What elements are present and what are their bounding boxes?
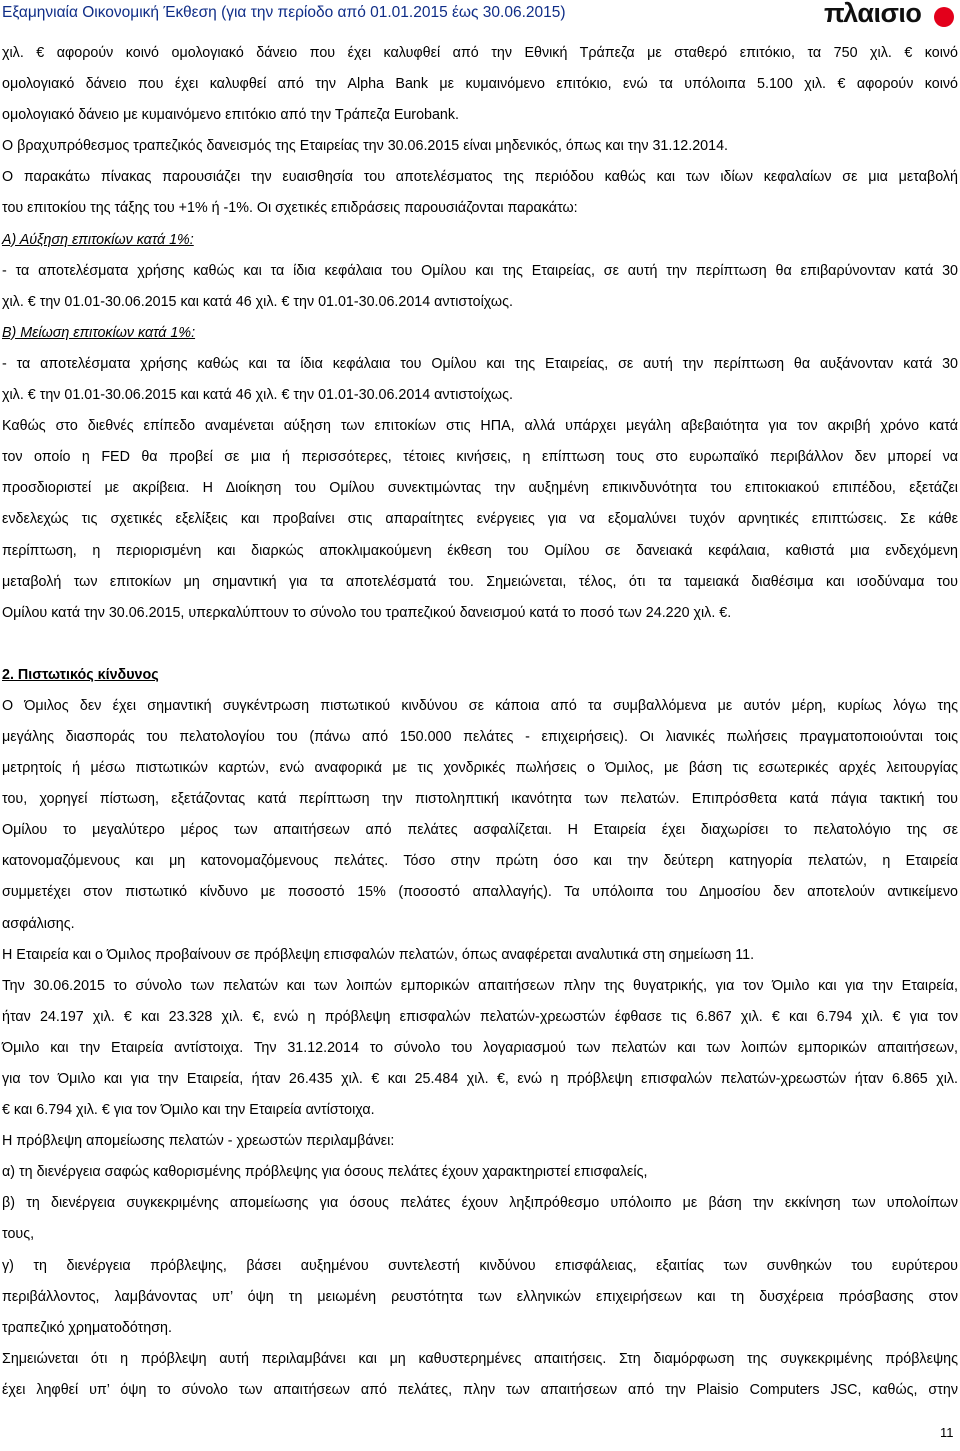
report-title: Εξαμηνιαία Οικονομική Έκθεση (για την περίοδο από 01.01.2015 έως 30.06.2015) — [2, 4, 566, 21]
text-line: - τα αποτελέσματα χρήσης καθώς και τα ίδια κεφάλαια του Ομίλου και της Εταιρείας, σε αυτή την περίπτωση θα αυξάνονταν κατά 30 — [2, 355, 958, 372]
text-line: € και 6.794 χιλ. € για τον Όμιλο και την Εταιρεία αντίστοιχα. — [2, 1102, 375, 1119]
text-line: μετρητοίς ή μέσω πιστωτικών καρτών, ενώ αναφορικά με τις χονδρικές πωλήσεις ο Όμιλος, με βάση τις εσωτερικές αρχές λειτουργίας — [2, 760, 958, 777]
heading-increase: Α) Αύξηση επιτοκίων κατά 1%: — [2, 231, 194, 248]
logo-red-dot-icon — [934, 7, 954, 27]
section-heading-credit-risk: 2. Πιστωτικός κίνδυνος — [2, 666, 159, 683]
text-line: για τον Όμιλο και για την Εταιρεία, ήταν 26.435 χιλ. € και 25.484 χιλ. €, ενώ η πρόβλεψη επισφαλών πελατών-χρεωστών ήταν 6.865 χιλ. — [2, 1071, 958, 1087]
plaisio-logo — [824, 1, 958, 31]
text-line: Την 30.06.2015 το σύνολο των πελατών και των λοιπών εμπορικών απαιτήσεων πλην της θυγατρικής, για τον Όμιλο και για την Εταιρεία, — [2, 977, 958, 994]
text-line: του, χορηγεί πίστωση, εξετάζοντας κατά περίπτωση την πιστοληπτική ικανότητα των πελατών. Επιπρόσθετα κατά πάγια τακτική του — [2, 791, 958, 808]
logo-wordmark: πλαισιο — [824, 0, 922, 28]
text-line: Ο Όμιλος δεν έχει σημαντική συγκέντρωση πιστωτικού κινδύνου σε κάποια από τα συμβαλλόμενα με αυτόν μέρη, κυρίως λόγω της — [2, 697, 958, 714]
text-line: ομολογιακό δάνειο με κυμαινόμενο επιτόκιο από την Τράπεζα Eurobank. — [2, 107, 459, 124]
text-line: μεταβολή των επιτοκίων μη σημαντική για τα αποτελέσματά του. Σημειώνεται, τέλος, ότι τα ταμειακά διαθέσιμα και ισοδύναμα του — [2, 573, 958, 590]
text-line: Σημειώνεται ότι η πρόβλεψη αυτή περιλαμβάνει και μη καθυστερημένες απαιτήσεις. Στη διαμόρφωση της συγκεκριμένης πρόβλεψης — [2, 1350, 958, 1367]
page-number: 11 — [940, 1425, 954, 1440]
text-line: τους, — [2, 1226, 35, 1243]
text-line: Όμιλο και την Εταιρεία αντίστοιχα. Την 31.12.2014 το σύνολο του λογαριασμού των πελατών και των λοιπών εμπορικών απαιτήσεων, — [2, 1039, 958, 1056]
text-line: - τα αποτελέσματα χρήσης καθώς και τα ίδια κεφάλαια του Ομίλου και της Εταιρείας, σε αυτή την περίπτωση θα επιβαρύνονταν κατά 30 — [2, 262, 958, 279]
text-line: ασφάλισης. — [2, 915, 75, 932]
text-line: κατονομαζόμενους και μη κατονομαζόμενους πελάτες. Τόσο στην πρώτη όσο και την δεύτερη κατηγορία πελατών, η Εταιρεία — [2, 853, 958, 870]
text-line: έχει ληφθεί υπ’ όψη το σύνολο των απαιτήσεων από πελάτες, πλην των απαιτήσεων από την Plaisio Computers JSC, καθώς, στην — [2, 1381, 958, 1398]
text-line: χιλ. € την 01.01-30.06.2015 και κατά 46 χιλ. € την 01.01-30.06.2014 αντιστοίχως. — [2, 387, 513, 404]
text-line: χιλ. € την 01.01-30.06.2015 και κατά 46 χιλ. € την 01.01-30.06.2014 αντιστοίχως. — [2, 293, 513, 310]
text-line: ομολογιακό δάνειο που έχει καλυφθεί από την Alpha Bank με κυμαινόμενο επιτόκιο, ενώ τα υπόλοιπα 5.100 χιλ. € αφορούν κοινό — [2, 76, 958, 93]
text-line: συμμετέχει στον πιστωτικό κίνδυνο με ποσοστό 15% (ποσοστό απαλλαγής). Τα υπόλοιπα του Δημοσίου δεν αποτελούν αντικείμενο — [2, 884, 958, 901]
text-line: ήταν 24.197 χιλ. € και 23.328 χιλ. €, ενώ η πρόβλεψη επισφαλών πελατών-χρεωστών έφθασε τις 6.867 χιλ. € και 6.794 χιλ. € για τον — [2, 1008, 958, 1025]
text-line: περίπτωση, η περιορισμένη και διαρκώς αποκλιμακούμενη έκθεση του Ομίλου σε δανειακά κεφάλαια, καθιστά μια ενδεχόμενη — [2, 542, 958, 559]
list-item: β) τη διενέργεια συγκεκριμένης απομείωσης για όσους πελάτες έχουν ληξιπρόθεσμο υπόλοιπο με βάση την εκκίνηση των υπολοίπων — [2, 1195, 958, 1212]
spacer — [2, 629, 958, 660]
list-item: γ) τη διενέργεια πρόβλεψης, βάσει αυξημένου συντελεστή κινδύνου επισφάλειας, εξαιτίας των συνθηκών του ευρύτερου — [2, 1257, 958, 1274]
text-line: Ο βραχυπρόθεσμος τραπεζικός δανεισμός της Εταιρείας την 30.06.2015 είναι μηδενικός, όπως και την 31.12.2014. — [2, 138, 728, 155]
text-line: χιλ. € αφορούν κοινό ομολογιακό δάνειο που έχει καλυφθεί από την Εθνική Τράπεζα με σταθερό επιτόκιο, τα 750 χιλ. € κοινό — [2, 45, 958, 61]
text-line: Η πρόβλεψη απομείωσης πελατών - χρεωστών περιλαμβάνει: — [2, 1133, 395, 1150]
text-line: του επιτοκίου της τάξης του +1% ή -1%. Οι σχετικές επιδράσεις παρουσιάζονται παρακάτω: — [2, 200, 578, 217]
text-line: ενδελεχώς τις σχετικές εξελίξεις και προβαίνει στις απαραίτητες ενέργειες για να εξομαλύνει τυχόν αρνητικές επιπτώσεις. Σε κάθε — [2, 511, 958, 528]
text-line: Ομίλου το μεγαλύτερο μέρος των απαιτήσεων από πελάτες ασφαλίζεται. Η Εταιρεία έχει διαχωρίσει το πελατολόγιο της σε — [2, 822, 958, 839]
document-body — [2, 38, 958, 1406]
text-line: Ο παρακάτω πίνακας παρουσιάζει την ευαισθησία του αποτελέσματος της περιόδου καθώς και των ιδίων κεφαλαίων σε μια μεταβολή — [2, 169, 958, 186]
text-line: Ομίλου κατά την 30.06.2015, υπερκαλύπτουν το σύνολο του τραπεζικού δανεισμού κατά το ποσό των 24.220 χιλ. €. — [2, 604, 732, 621]
text-line: τον οποίο η FED θα προβεί σε μια ή περισσότερες, τέτοιες κινήσεις, η επίπτωση τους στο ευρωπαϊκό περιβάλλον δεν μπορεί να — [2, 449, 958, 466]
heading-decrease: Β) Μείωση επιτοκίων κατά 1%: — [2, 324, 196, 341]
text-line: προσδιοριστεί με ακρίβεια. Η Διοίκηση του Ομίλου συνεκτιμώντας την αυξημένη επικινδυνότητα του επιτοκιακού επιπέδου, εξετάζει — [2, 480, 958, 497]
text-line: περιβάλλοντος, λαμβάνοντας υπ’ όψη τη μειωμένη ρευστότητα των ελληνικών επιχειρήσεων και τη δυσχέρεια πρόσβασης στον — [2, 1288, 958, 1305]
text-line: Καθώς στο διεθνές επίπεδο αναμένεται αύξηση των επιτοκίων στις ΗΠΑ, αλλά υπάρχει μεγάλη αβεβαιότητα για τον ακριβή χρόνο κατά — [2, 418, 958, 435]
text-line: μεγάλης διασποράς του πελατολογίου του (πάνω από 150.000 πελάτες - επιχειρήσεις). Οι λιανικές πωλήσεις πραγματοποιούνται τοις — [2, 728, 958, 745]
list-item: α) τη διενέργεια σαφώς καθορισμένης πρόβλεψης για όσους πελάτες έχουν χαρακτηριστεί επισφαλείς, — [2, 1164, 648, 1181]
text-line: Η Εταιρεία και ο Όμιλος προβαίνουν σε πρόβλεψη επισφαλών πελατών, όπως αναφέρεται αναλυτικά στη σημείωση 11. — [2, 946, 755, 963]
page-header — [0, 0, 960, 32]
text-line: τραπεζικό χρηματοδότηση. — [2, 1319, 172, 1336]
